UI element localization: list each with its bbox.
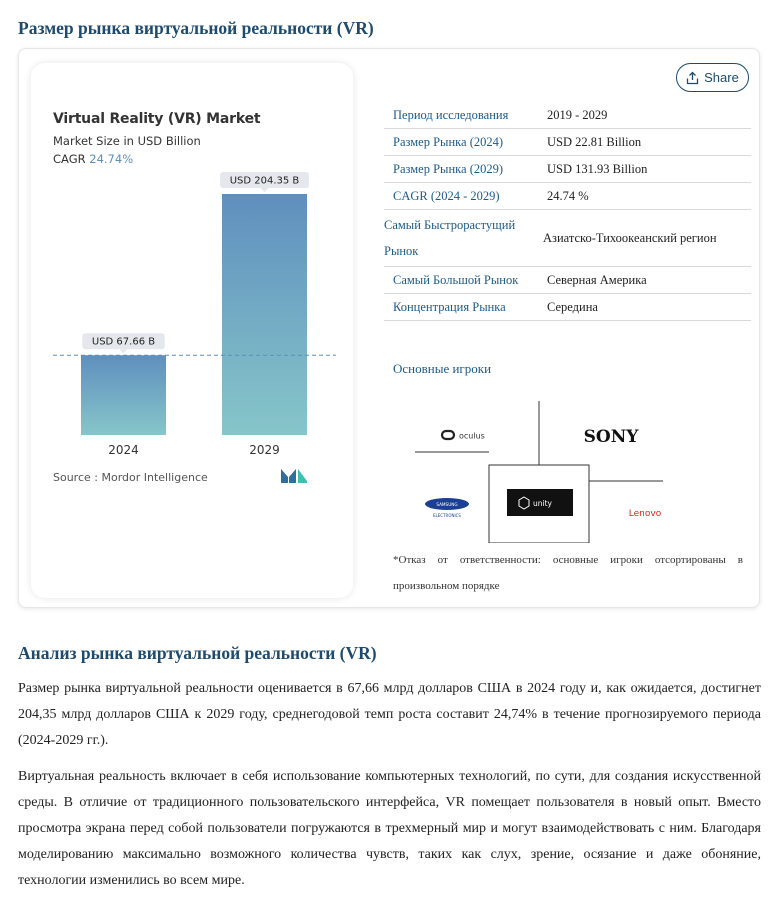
data-label: USD 67.66 B [91, 336, 156, 348]
lenovo-text: Lenovo [628, 509, 662, 519]
info-value: USD 22.81 Billion [543, 129, 751, 156]
section-heading: Анализ рынка виртуальной реальности (VR) [18, 643, 377, 663]
samsung-sub-text: ELECTRONICS [433, 513, 461, 518]
unity-text: unity [533, 499, 552, 508]
info-key: Размер Рынка (2024) [384, 129, 543, 156]
table-row [384, 267, 751, 294]
table-row [384, 183, 751, 210]
sony-text: SONY [583, 427, 639, 447]
info-value: Азиатско-Тихоокеанский регион [543, 210, 751, 267]
info-value: 2019 - 2029 [543, 102, 751, 129]
info-key: Период исследования [384, 102, 543, 129]
market-snapshot-card [18, 48, 760, 608]
disclaimer-note: *Отказ от ответственности: основные игроки отсортированы в произвольном порядке [393, 554, 743, 592]
unity-logo [507, 489, 573, 516]
table-row [384, 210, 751, 267]
cagr-label: CAGR [53, 152, 86, 166]
data-label: USD 204.35 B [229, 175, 300, 187]
chart-panel [31, 63, 353, 598]
bar-chart [31, 63, 353, 503]
chart-subtitle: Market Size in USD Billion [53, 134, 201, 148]
table-row [384, 156, 751, 183]
cagr-value: 24.74% [89, 152, 134, 166]
chart-source: Source : Mordor Intelligence [53, 471, 208, 484]
info-key: Самый Быстрорастущий Рынок [384, 210, 543, 267]
samsung-text: SAMSUNG [436, 502, 458, 507]
paragraph: Виртуальная реальность включает в себя использование компьютерных технологий, по сути, для создания искусственной среды. В отличие от традиционного пользовательского интерфейса, VR помещает пользователя в новый опыт. Вместо просмотра экрана перед собой пользователи погружаются в трехмерный мир и могут взаимодействовать с ним. Благодаря моделированию максимально возможного количества чувств, таких как слух, зрение, осязание и даже обоняние, технологии изменились во всем мире. [18, 769, 761, 888]
market-info-table [384, 102, 751, 321]
info-value: Середина [543, 294, 751, 321]
table-row [384, 102, 751, 129]
table-row [384, 294, 751, 321]
key-players-label: Основные игроки [393, 361, 492, 376]
paragraph: Размер рынка виртуальной реальности оценивается в 67,66 млрд долларов США в 2024 году и, как ожидается, достигнет 204,35 млрд долларов США к 2029 году, среднегодовой темп роста составит 24,74% в течение прогнозируемого периода (2024-2029 гг.). [18, 681, 761, 748]
table-row [384, 129, 751, 156]
page-heading: Размер рынка виртуальной реальности (VR) [18, 18, 374, 38]
x-tick-label: 2024 [108, 443, 139, 457]
key-players-grid [393, 401, 693, 543]
x-tick-label: 2029 [249, 443, 280, 457]
share-icon [686, 71, 699, 85]
info-value: USD 131.93 Billion [543, 156, 751, 183]
mordor-intelligence-logo-icon [281, 467, 307, 483]
oculus-logo [442, 431, 485, 441]
oculus-text: oculus [459, 431, 485, 441]
info-key: Концентрация Рынка [384, 294, 543, 321]
data-label-pointer [120, 349, 128, 353]
sony-logo [584, 427, 640, 447]
bar-2024 [81, 355, 166, 435]
info-key: Самый Большой Рынок [384, 267, 543, 294]
samsung-logo [425, 498, 469, 518]
info-key: CAGR (2024 - 2029) [384, 183, 543, 210]
lenovo-logo [629, 509, 662, 519]
share-button[interactable] [676, 63, 749, 92]
chart-title: Virtual Reality (VR) Market [53, 111, 261, 127]
share-label: Share [704, 70, 739, 85]
data-label-pointer [261, 188, 269, 192]
info-value: 24.74 % [543, 183, 751, 210]
info-value: Северная Америка [543, 267, 751, 294]
info-key: Размер Рынка (2029) [384, 156, 543, 183]
bar-2029 [222, 194, 307, 435]
